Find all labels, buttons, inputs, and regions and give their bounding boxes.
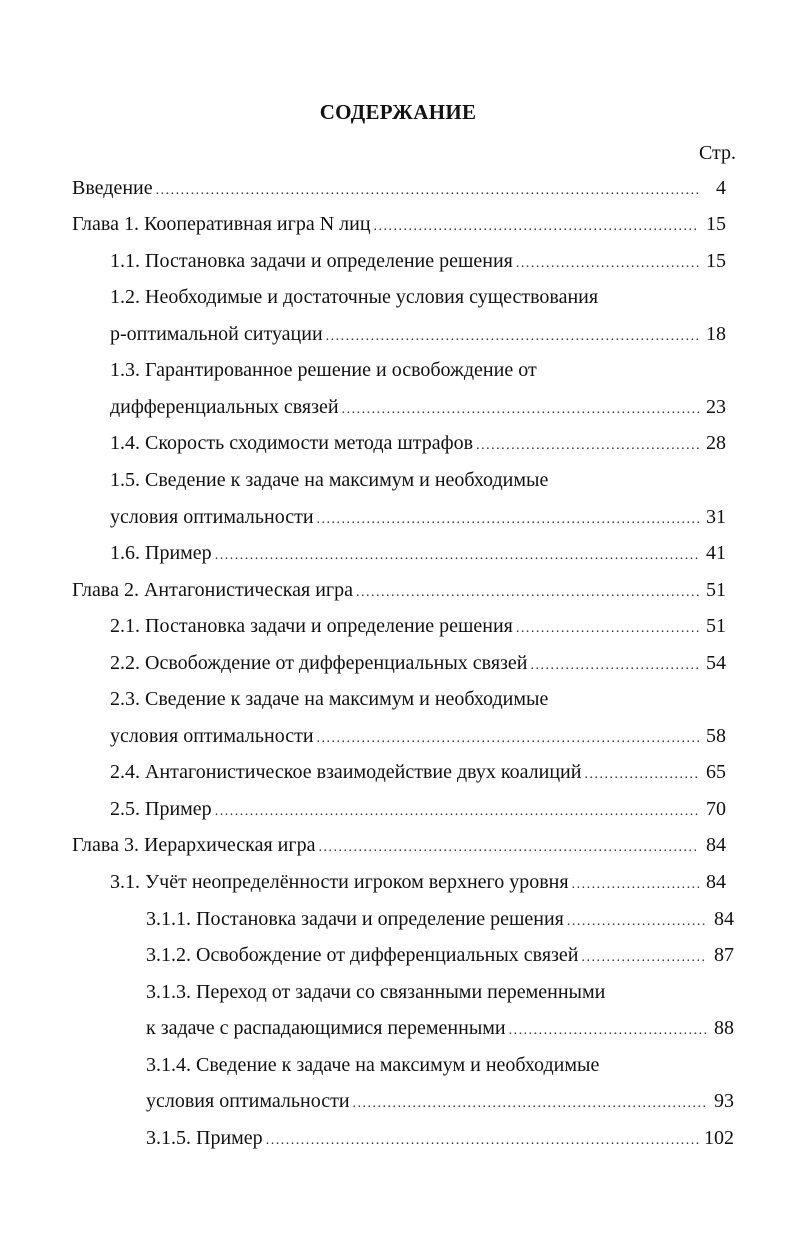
toc-entry-page: 58 [706, 725, 726, 747]
dot-leader [516, 250, 699, 278]
toc-entry-title: Глава 2. Антагонистическая игра [72, 579, 353, 601]
toc-entry-title: 3.1.4. Сведение к задаче на максимум и необходимые [146, 1054, 600, 1076]
toc-entry-title: 3.1.5. Пример [146, 1127, 263, 1149]
toc-entry-title: условия оптимальности [110, 725, 314, 747]
toc-entry[interactable] [110, 320, 726, 348]
toc-entry-page: 102 [704, 1127, 734, 1149]
toc-entry-page: 31 [706, 506, 726, 528]
toc-entry-page: 4 [716, 177, 726, 199]
toc-entry[interactable] [110, 612, 726, 640]
toc-entry[interactable] [72, 576, 726, 604]
toc-entry-page: 84 [706, 834, 726, 856]
toc-entry-page: 54 [706, 652, 726, 674]
toc-entry[interactable] [110, 868, 726, 896]
dot-leader [215, 798, 699, 826]
toc-entry-page: 15 [706, 250, 726, 272]
toc-entry[interactable] [146, 978, 734, 1006]
page-column-label: Стр. [698, 142, 736, 164]
toc-entry[interactable] [146, 1087, 734, 1115]
toc-entry[interactable] [146, 1051, 734, 1079]
toc-entry-title: 2.3. Сведение к задаче на максимум и необходимые [110, 688, 549, 710]
toc-entry-page: 18 [706, 323, 726, 345]
toc-entry-page: 23 [706, 396, 726, 418]
page-title: СОДЕРЖАНИЕ [319, 100, 477, 124]
toc-entry[interactable] [72, 831, 726, 859]
toc-entry[interactable] [110, 649, 726, 677]
toc-entry-title: условия оптимальности [146, 1090, 350, 1112]
toc-entry[interactable] [110, 795, 726, 823]
dot-leader [476, 432, 699, 460]
toc-entry-title: 2.2. Освобождение от дифференциальных связей [110, 652, 528, 674]
dot-leader [567, 908, 707, 936]
toc-entry-page: 51 [706, 615, 726, 637]
toc-entry-title: Глава 1. Кооперативная игра N лиц [72, 213, 371, 235]
toc-entry[interactable] [146, 941, 734, 969]
toc-entry[interactable] [110, 685, 726, 713]
toc-entry-title: 1.6. Пример [110, 542, 212, 564]
toc-entry[interactable] [146, 1124, 734, 1152]
toc-entry[interactable] [110, 539, 726, 567]
toc-entry-title: p-оптимальной ситуации [110, 323, 323, 345]
toc-entry-title: 3.1.1. Постановка задачи и определение решения [146, 908, 564, 930]
dot-leader [342, 396, 699, 424]
dot-leader [215, 542, 699, 570]
toc-entry[interactable] [110, 722, 726, 750]
toc-entry-page: 84 [706, 871, 726, 893]
toc-entry-title: 1.2. Необходимые и достаточные условия существования [110, 286, 599, 308]
dot-leader [516, 615, 699, 643]
dot-leader [572, 871, 699, 899]
toc-entry[interactable] [110, 247, 726, 275]
toc-entry-title: 3.1. Учёт неопределённости игроком верхнего уровня [110, 871, 569, 893]
toc-entry[interactable] [72, 174, 726, 202]
dot-leader [509, 1017, 707, 1045]
toc-entry-page: 93 [714, 1090, 734, 1112]
dot-leader [156, 177, 699, 205]
toc-entry[interactable] [146, 1014, 734, 1042]
toc-entry-page: 15 [706, 213, 726, 235]
dot-leader [374, 213, 699, 241]
toc-entry-title: Введение [72, 177, 153, 199]
dot-leader [353, 1090, 707, 1118]
toc-entry[interactable] [110, 429, 726, 457]
toc-entry-page: 87 [714, 944, 734, 966]
toc-entry[interactable] [110, 466, 726, 494]
dot-leader [317, 506, 699, 534]
toc-entry[interactable] [110, 758, 726, 786]
toc-entry[interactable] [72, 210, 726, 238]
toc-entry-page: 65 [706, 761, 726, 783]
toc-entry-title: 1.3. Гарантированное решение и освобождение от [110, 359, 537, 381]
toc-entry-title: 3.1.2. Освобождение от дифференциальных связей [146, 944, 579, 966]
toc-entry-page: 84 [714, 908, 734, 930]
dot-leader [582, 944, 707, 972]
toc-entry[interactable] [146, 905, 734, 933]
toc-entry[interactable] [110, 356, 726, 384]
toc-entry[interactable] [110, 283, 726, 311]
toc-entry-page: 88 [714, 1017, 734, 1039]
dot-leader [584, 761, 699, 789]
toc-entry-title: 2.1. Постановка задачи и определение решения [110, 615, 513, 637]
toc-entry-title: условия оптимальности [110, 506, 314, 528]
dot-leader [266, 1127, 701, 1155]
toc-entry-title: 3.1.3. Переход от задачи со связанными переменными [146, 981, 606, 1003]
toc-entry-title: 1.5. Сведение к задаче на максимум и необходимые [110, 469, 549, 491]
dot-leader [318, 834, 699, 862]
toc-entry-title: 2.4. Антагонистическое взаимодействие двух коалиций [110, 761, 582, 783]
dot-leader [356, 579, 699, 607]
dot-leader [326, 323, 699, 351]
toc-entry-page: 28 [706, 432, 726, 454]
toc-entry-page: 51 [706, 579, 726, 601]
toc-entry-title: дифференциальных связей [110, 396, 339, 418]
toc-entry-title: 1.1. Постановка задачи и определение решения [110, 250, 513, 272]
toc-entry-title: 2.5. Пример [110, 798, 212, 820]
toc-entry[interactable] [110, 503, 726, 531]
toc-entry-page: 70 [706, 798, 726, 820]
toc-entry-page: 41 [706, 542, 726, 564]
toc-entry-title: к задаче с распадающимися переменными [146, 1017, 506, 1039]
dot-leader [531, 652, 699, 680]
dot-leader [317, 725, 699, 753]
toc-entry-title: 1.4. Скорость сходимости метода штрафов [110, 432, 474, 454]
toc-entry-title: Глава 3. Иерархическая игра [72, 834, 316, 856]
toc-entry[interactable] [110, 393, 726, 421]
